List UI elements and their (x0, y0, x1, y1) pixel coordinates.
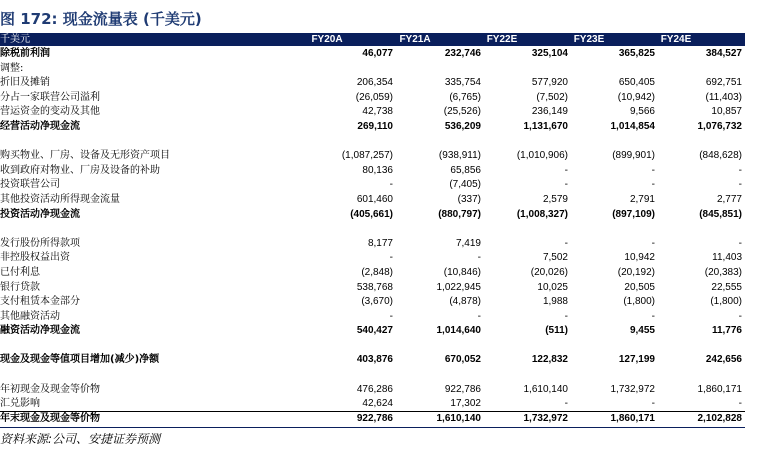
table-row (0, 164, 745, 179)
cell-fy22e: (1,010,906) (516, 150, 568, 162)
row-label: 年末现金及现金等价物 (0, 412, 100, 424)
cell-fy21a: 65,856 (450, 164, 481, 176)
cell-fy21a: 1,014,640 (436, 325, 481, 337)
cell-fy21a: - (477, 310, 481, 322)
cell-fy21a: 335,754 (444, 77, 481, 89)
cell-fy22e: 325,104 (531, 48, 568, 59)
cell-fy24e: 692,751 (705, 77, 742, 89)
row-label: 其他融资活动 (0, 310, 60, 322)
row-label: 收到政府对物业、厂房及设备的补助 (0, 164, 160, 176)
cell-fy23e: 9,566 (629, 106, 655, 118)
table-row (0, 237, 745, 252)
cell-fy20a: (26,059) (355, 91, 393, 103)
cell-fy24e: 384,527 (705, 48, 742, 59)
cell-fy22e: (1,008,327) (516, 208, 568, 220)
cell-fy23e: 365,825 (618, 48, 655, 59)
cell-fy20a: 46,077 (362, 48, 393, 59)
cell-fy21a: (4,878) (449, 296, 481, 308)
table-row (0, 105, 745, 120)
cell-fy23e: 9,455 (629, 325, 655, 337)
cell-fy24e: 242,656 (705, 354, 742, 366)
cell-fy22e: 1,610,140 (523, 383, 568, 395)
table-row (0, 47, 745, 62)
cell-fy23e: 1,732,972 (610, 383, 655, 395)
cell-fy21a: (10,846) (443, 266, 481, 278)
table-row (0, 324, 745, 339)
row-label: 投资活动净现金流 (0, 208, 80, 220)
cash-flow-table (0, 47, 745, 426)
row-label: 现金及现金等值项目增加(减少)净额 (0, 354, 160, 366)
cell-fy22e: (20,026) (530, 266, 568, 278)
cell-fy22e: - (564, 164, 568, 176)
unit-label: 千美元 (0, 34, 30, 45)
cell-fy20a: 42,624 (362, 398, 393, 410)
cell-fy23e: 650,405 (618, 77, 655, 89)
row-label: 汇兑影响 (0, 398, 40, 410)
cell-fy24e: 1,860,171 (697, 383, 742, 395)
cell-fy23e: - (651, 310, 655, 322)
cell-fy23e: (899,901) (612, 150, 655, 162)
table-row (0, 120, 745, 135)
cell-fy21a: 670,052 (444, 354, 481, 366)
row-label: 除税前利润 (0, 48, 50, 59)
row-label: 发行股份所得款项 (0, 237, 80, 249)
row-label: 投资联营公司 (0, 179, 60, 191)
cell-fy20a: (2,848) (361, 266, 393, 278)
cell-fy21a: 232,746 (444, 48, 481, 59)
cell-fy23e: - (651, 398, 655, 410)
table-row (0, 149, 745, 164)
cell-fy20a: 476,286 (356, 383, 393, 395)
row-label: 年初现金及现金等价物 (0, 383, 100, 395)
cell-fy20a: 80,136 (362, 164, 393, 176)
table-row (0, 266, 745, 281)
col-header-fy21a: FY21A (399, 34, 431, 45)
table-header (0, 33, 745, 46)
col-header-fy24e: FY24E (660, 34, 692, 45)
cell-fy22e: - (564, 179, 568, 191)
cell-fy22e: - (564, 237, 568, 249)
cell-fy21a: 922,786 (444, 383, 481, 395)
cell-fy20a: 601,460 (356, 193, 393, 205)
cell-fy22e: (511) (545, 325, 568, 337)
cell-fy20a: 269,110 (357, 120, 393, 132)
cell-fy23e: 10,942 (624, 252, 655, 264)
cell-fy22e: 1,988 (542, 296, 568, 308)
row-label: 经营活动净现金流 (0, 120, 80, 132)
cell-fy23e: - (651, 237, 655, 249)
cell-fy20a: 540,427 (356, 325, 393, 337)
row-label: 营运资金的变动及其他 (0, 106, 100, 118)
cell-fy23e: 2,791 (629, 193, 655, 205)
cell-fy24e: (845,851) (699, 208, 742, 220)
cell-fy21a: (938,911) (438, 150, 481, 162)
table-row (0, 208, 745, 223)
cell-fy22e: 1,732,972 (523, 412, 568, 424)
table-row (0, 281, 745, 296)
cell-fy21a: (337) (457, 193, 481, 205)
row-label: 银行贷款 (0, 281, 40, 293)
cell-fy21a: - (477, 252, 481, 264)
source-note: 资料来源:公司、安捷证券预测 (0, 432, 161, 446)
cell-fy24e: 10,857 (711, 106, 742, 118)
cell-fy20a: (405,661) (350, 208, 393, 220)
table-row (0, 295, 745, 310)
row-label: 折旧及摊销 (0, 77, 50, 89)
table-row (0, 62, 745, 77)
row-label: 已付利息 (0, 266, 40, 278)
cell-fy21a: 17,302 (450, 398, 481, 410)
spacer-row (0, 222, 745, 237)
cell-fy23e: (10,942) (617, 91, 655, 103)
footer-divider (0, 427, 745, 428)
cell-fy21a: (880,797) (438, 208, 481, 220)
cell-fy23e: (897,109) (612, 208, 655, 220)
cell-fy24e: 11,776 (711, 325, 742, 337)
table-row (0, 383, 745, 398)
cell-fy22e: - (564, 398, 568, 410)
row-label: 融资活动净现金流 (0, 325, 80, 337)
row-label: 其他投资活动所得现金流量 (0, 193, 120, 205)
spacer-row (0, 339, 745, 354)
cell-fy21a: 1,022,945 (436, 281, 481, 293)
cell-fy24e: 2,102,828 (697, 412, 742, 424)
cell-fy24e: - (738, 179, 742, 191)
cell-fy20a: (3,670) (361, 296, 393, 308)
cell-fy24e: - (738, 164, 742, 176)
table-row (0, 91, 745, 106)
cell-fy23e: - (651, 179, 655, 191)
cell-fy22e: (7,502) (536, 91, 568, 103)
cell-fy24e: - (738, 237, 742, 249)
cell-fy22e: 2,579 (542, 193, 568, 205)
cell-fy21a: (6,765) (449, 91, 481, 103)
table-row (0, 76, 745, 91)
cell-fy22e: 1,131,670 (523, 120, 568, 132)
table-row (0, 353, 745, 368)
cell-fy22e: 10,025 (537, 281, 568, 293)
row-label: 支付租赁本金部分 (0, 296, 80, 308)
cell-fy23e: 127,199 (618, 354, 655, 366)
cell-fy22e: 7,502 (542, 252, 568, 264)
cell-fy21a: (25,526) (443, 106, 481, 118)
table-row (0, 251, 745, 266)
cell-fy24e: 1,076,732 (697, 120, 742, 132)
cell-fy24e: 11,403 (712, 252, 742, 264)
cell-fy24e: (1,800) (710, 296, 742, 308)
cell-fy24e: 2,777 (716, 193, 742, 205)
table-row (0, 310, 745, 325)
cell-fy20a: - (389, 252, 393, 264)
cell-fy23e: (1,800) (623, 296, 655, 308)
table-row (0, 178, 745, 193)
cell-fy20a: 403,876 (356, 354, 393, 366)
cell-fy23e: 1,860,171 (610, 412, 655, 424)
cell-fy20a: 538,768 (356, 281, 393, 293)
cell-fy20a: (1,087,257) (341, 150, 393, 162)
figure-title: 图 172: 现金流量表 (千美元) (0, 10, 202, 28)
table-row (0, 412, 745, 427)
spacer-row (0, 368, 745, 383)
cell-fy21a: (7,405) (449, 179, 481, 191)
cell-fy23e: - (651, 164, 655, 176)
row-label: 分占一家联营公司溢利 (0, 91, 100, 103)
spacer-row (0, 135, 745, 150)
cell-fy20a: 922,786 (356, 412, 393, 424)
cell-fy23e: 20,505 (624, 281, 655, 293)
cell-fy24e: - (738, 398, 742, 410)
cell-fy20a: 206,354 (356, 77, 393, 89)
cell-fy21a: 7,419 (455, 237, 481, 249)
cell-fy22e: 236,149 (531, 106, 568, 118)
cell-fy24e: 22,555 (711, 281, 742, 293)
table-row (0, 193, 745, 208)
cell-fy21a: 536,209 (444, 120, 481, 132)
col-header-fy22e: FY22E (486, 34, 518, 45)
cell-fy24e: - (738, 310, 742, 322)
row-label: 非控股权益出资 (0, 252, 70, 264)
cell-fy23e: (20,192) (617, 266, 655, 278)
row-label: 调整: (0, 62, 24, 74)
cell-fy22e: 122,832 (531, 354, 568, 366)
cell-fy24e: (11,403) (705, 91, 742, 103)
cell-fy20a: - (389, 179, 393, 191)
cell-fy22e: 577,920 (531, 77, 568, 89)
col-header-fy20a: FY20A (311, 34, 343, 45)
cell-fy21a: 1,610,140 (436, 412, 481, 424)
cell-fy22e: - (564, 310, 568, 322)
row-label: 购买物业、厂房、设备及无形资产项目 (0, 150, 170, 162)
cell-fy20a: 8,177 (367, 237, 393, 249)
cell-fy24e: (20,383) (704, 266, 742, 278)
col-header-fy23e: FY23E (573, 34, 605, 45)
cell-fy24e: (848,628) (699, 150, 742, 162)
table-row (0, 397, 745, 412)
cell-fy20a: 42,738 (362, 106, 393, 118)
cell-fy20a: - (389, 310, 393, 322)
cell-fy23e: 1,014,854 (610, 120, 655, 132)
